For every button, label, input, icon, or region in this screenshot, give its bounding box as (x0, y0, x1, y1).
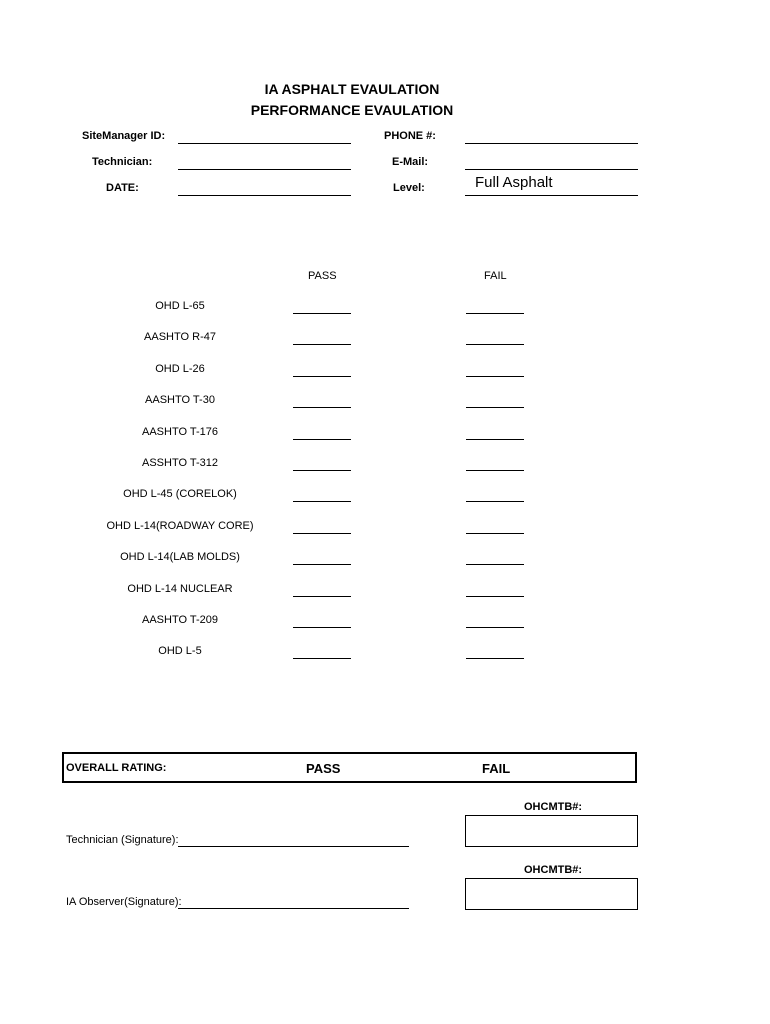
pass-blank[interactable] (293, 344, 351, 345)
test-label: OHD L-5 (158, 645, 202, 658)
fail-blank[interactable] (466, 501, 524, 502)
form-title-line2: PERFORMANCE EVAULATION (250, 102, 454, 118)
test-label: OHD L-14(LAB MOLDS) (120, 551, 240, 564)
fail-blank[interactable] (466, 627, 524, 628)
fail-blank[interactable] (466, 596, 524, 597)
form-title-line1: IA ASPHALT EVAULATION (264, 81, 440, 97)
pass-blank[interactable] (293, 658, 351, 659)
level-field[interactable] (465, 195, 638, 196)
fail-blank[interactable] (466, 564, 524, 565)
phone-label: PHONE #: (384, 130, 436, 142)
fail-blank[interactable] (466, 439, 524, 440)
sitemanager-field[interactable] (178, 143, 351, 144)
phone-field[interactable] (465, 143, 638, 144)
test-label: OHD L-14 NUCLEAR (127, 582, 233, 595)
test-label: OHD L-14(ROADWAY CORE) (106, 519, 254, 532)
observer-signature-field[interactable] (178, 908, 409, 909)
email-field[interactable] (465, 169, 638, 170)
fail-column-header: FAIL (484, 270, 507, 282)
sitemanager-label: SiteManager ID: (82, 130, 166, 142)
fail-blank[interactable] (466, 407, 524, 408)
pass-blank[interactable] (293, 627, 351, 628)
test-label: AASHTO R-47 (144, 331, 216, 344)
email-label: E-Mail: (392, 156, 429, 168)
observer-signature-label: IA Observer(Signature): (66, 896, 182, 908)
pass-blank[interactable] (293, 533, 351, 534)
pass-blank[interactable] (293, 596, 351, 597)
pass-column-header: PASS (308, 270, 337, 282)
date-label: DATE: (106, 182, 139, 194)
overall-rating-label: OVERALL RATING: (66, 762, 167, 774)
fail-blank[interactable] (466, 344, 524, 345)
test-label: ASSHTO T-312 (141, 457, 219, 469)
fail-blank[interactable] (466, 376, 524, 377)
pass-blank[interactable] (293, 501, 351, 502)
overall-pass-option[interactable]: PASS (306, 761, 341, 776)
pass-blank[interactable] (293, 439, 351, 440)
pass-blank[interactable] (293, 313, 351, 314)
test-label: AASHTO T-30 (145, 394, 215, 407)
ohcmtb-field-1[interactable] (465, 815, 638, 847)
pass-blank[interactable] (293, 470, 351, 471)
pass-blank[interactable] (293, 564, 351, 565)
fail-blank[interactable] (466, 658, 524, 659)
technician-field[interactable] (178, 169, 351, 170)
overall-fail-option[interactable]: FAIL (482, 761, 511, 776)
ohcmtb-label-1: OHCMTB#: (524, 801, 583, 813)
pass-blank[interactable] (293, 407, 351, 408)
technician-signature-field[interactable] (178, 846, 409, 847)
pass-blank[interactable] (293, 376, 351, 377)
test-label: AASHTO T-176 (141, 425, 219, 438)
date-field[interactable] (178, 195, 351, 196)
test-label: OHD L-26 (155, 362, 205, 375)
level-label: Level: (393, 182, 425, 194)
fail-blank[interactable] (466, 313, 524, 314)
technician-label: Technician: (92, 156, 153, 168)
test-label: AASHTO T-209 (141, 614, 219, 626)
level-value: Full Asphalt (475, 174, 553, 191)
test-label: OHD L-65 (155, 300, 205, 312)
ohcmtb-label-2: OHCMTB#: (524, 864, 583, 876)
fail-blank[interactable] (466, 533, 524, 534)
test-label: OHD L-45 (CORELOK) (123, 488, 237, 501)
ohcmtb-field-2[interactable] (465, 878, 638, 910)
technician-signature-label: Technician (Signature): (66, 834, 179, 846)
fail-blank[interactable] (466, 470, 524, 471)
